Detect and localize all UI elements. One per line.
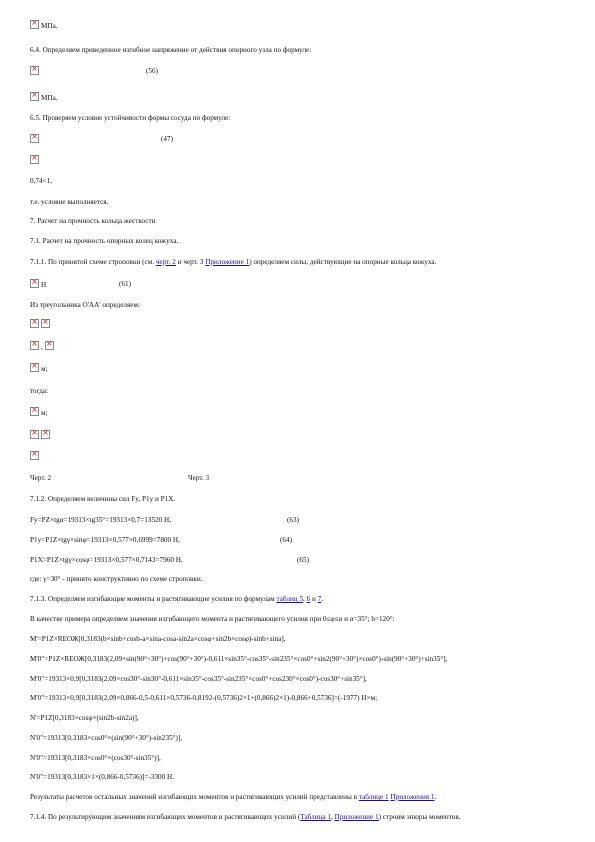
section-heading: 7.1.2. Определяем величины сил Fy, P1y и P1X. (30, 495, 176, 503)
formula-text: N'0"=19313[0,3183×cos0°×(cos30°-sin35°)], (30, 754, 161, 762)
formula-line (30, 451, 41, 461)
formula-line (30, 66, 158, 76)
formula-line (30, 407, 48, 417)
doc-line: Из треугольника О'АА' определяем: (30, 301, 141, 309)
unit-text: м; (41, 409, 48, 417)
equation-number: (56) (146, 67, 158, 75)
formula-line (30, 555, 309, 565)
doc-line: 7.1.3. Определяем изгибающие моменты и растягивающие усилия по формулам таблиц 5, 6 и 7. (30, 595, 324, 603)
broken-image-icon (41, 430, 50, 439)
unit-text: МПа. (41, 22, 58, 30)
doc-line: 7.1.1. По принятой схеме строповки (см. черт. 2 и черт. 3 Приложение 1) определяем силы, действующие на опорные кольца кожуха. (30, 258, 437, 266)
formula-line (30, 155, 41, 165)
formula-text: P1X=P1Z×tgγ×cosφ=19313×0,577×0,7143=7960 Н, (30, 556, 183, 564)
broken-image-icon (41, 319, 50, 328)
doc-line: т.е. условие выполняется. (30, 198, 109, 206)
link-table-6[interactable]: 6 (306, 595, 311, 603)
formula-text: N'0"=19313[0,3183×1×(0,866-0,5736)]=-3300 Н. (30, 773, 175, 781)
doc-line (30, 20, 58, 30)
caption-drawing-2: Черт. 2 (30, 474, 52, 482)
link-appendix-1[interactable]: Приложение 1 (205, 258, 250, 266)
link-appendix-1[interactable]: Приложения 1 (390, 793, 435, 801)
formula-text: M'0"=19313×0,9[0,3183(2,09×cos30°-sin30°-0,611×sin35°-cos35°-sin235°×cos0°+cos230°×cos0°)-cos30°+sin35°], (30, 675, 367, 683)
broken-image-icon (30, 430, 39, 439)
formula-line (30, 319, 52, 329)
link-appendix-1[interactable]: Приложение 1 (334, 813, 379, 821)
doc-line: тогда: (30, 387, 49, 395)
formula-line (30, 430, 52, 440)
caption-drawing-3: Черт. 3 (188, 474, 210, 482)
broken-image-icon (30, 66, 39, 75)
formula-line (30, 515, 299, 525)
broken-image-icon (30, 20, 39, 29)
formula-text: N'0"=19313[0,3183×cos0°×(sin(90°+30°)-sin235°)], (30, 734, 183, 742)
doc-line (30, 92, 58, 102)
formula-line: ×, × (30, 341, 56, 351)
formula-text: Fy=PZ×tgα=19313×tg35°=19313×0,7=13520 Н, (30, 516, 172, 524)
formula-line (30, 279, 131, 289)
equation-number: (64) (280, 536, 292, 544)
broken-image-icon (45, 341, 54, 350)
formula-line (30, 363, 48, 373)
unit-text: Н (41, 281, 47, 289)
broken-image-icon (30, 341, 39, 350)
section-heading: 6.4. Определяем приведенное изгибное напряжение от действия опорного узла по формуле: (30, 46, 312, 54)
formula-line (30, 134, 173, 144)
link-table-1[interactable]: Таблица 1 (300, 813, 332, 821)
broken-image-icon (30, 407, 39, 416)
section-heading: 7. Расчет на прочность кольца жесткости (30, 217, 156, 225)
formula-text: M'0"=P1Z×REОЖ[0,3183(2,09×sin(90°+30°)+cos(90°+30°)-0,611×sin35°-cos35°-sin235°×cos0°+sin2(90°+30°)×cos0°)-sin(90°+30°)+sin35°], (30, 655, 448, 663)
section-heading: 6.5. Проверяем условие устойчивости формы сосуда по формуле: (30, 114, 231, 122)
doc-line: В качестве примера определяем значения изгибающего момента и растягивающего усилия при 0≤φ≤α и α=35°; b=120°: (30, 615, 395, 623)
link-table-1[interactable]: таблице 1 (358, 793, 389, 801)
link-drawing-2[interactable]: черт. 2 (155, 258, 176, 266)
unit-text: МПа. (41, 94, 58, 102)
equation-number: (61) (119, 280, 131, 288)
broken-image-icon (30, 155, 39, 164)
section-heading: 7.1.4. По результирующим значениям изгибающих моментов и растягивающих усилий (Таблица 1, Приложение 1) строим эпюры моментов. (30, 813, 461, 821)
link-table-5[interactable]: таблиц 5 (276, 595, 304, 603)
broken-image-icon (30, 363, 39, 372)
doc-line: Результаты расчетов остальных значений изгибающих моментов и растягивающих усилий представлены в таблице 1 Приложения 1. (30, 793, 437, 801)
formula-text: M'=P1Z×REОЖ[0,3183(b×sinb+cosb-a×sina-cosa-sin2a×cosφ+sin2b×cosφ)-sinb+sina], (30, 635, 286, 643)
equation-number: (47) (161, 135, 173, 143)
section-heading: 7.1. Расчет на прочность опорных колец кожуха. (30, 237, 179, 245)
doc-line: где: γ=30° - принято конструктивно по схеме строповки. (30, 575, 203, 583)
equation-number: (63) (287, 516, 299, 524)
formula-text: N'=P1Z[0,3183×cosφ×(sin2b-sin2a)], (30, 714, 139, 722)
broken-image-icon (30, 279, 39, 288)
broken-image-icon (30, 319, 39, 328)
link-table-7[interactable]: 7 (317, 595, 322, 603)
unit-text: м; (41, 365, 48, 373)
formula-line (30, 535, 292, 545)
broken-image-icon (30, 134, 39, 143)
figure-captions (30, 473, 210, 483)
equation-number: (65) (297, 556, 309, 564)
formula-text: M'0"=19313×0,9[0,3183(2,09×0,866-0,5-0,611×0,5736-0,8192-(0,5736)2×1+(0,866)2×1)-0,866+0,5736]=(-1977) Н×м; (30, 694, 378, 702)
formula-text: P1y=P1Z×tgγ×sinφ=19313×0,577×0,6999=7800 Н, (30, 536, 180, 544)
doc-line: 0,74<1, (30, 177, 53, 185)
broken-image-icon (30, 92, 39, 101)
broken-image-icon (30, 451, 39, 460)
